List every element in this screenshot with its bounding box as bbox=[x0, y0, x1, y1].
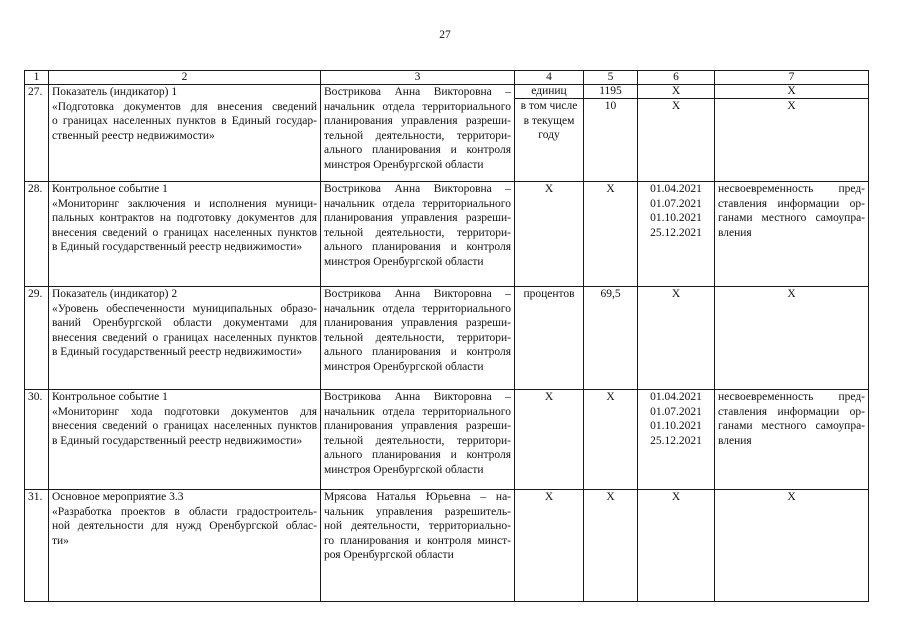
column-header: 4 bbox=[515, 71, 584, 85]
table-row bbox=[25, 390, 869, 490]
description-cell bbox=[49, 390, 321, 490]
responsible-line: Вострикова Анна Викторовна – bbox=[324, 288, 511, 300]
description-line: в Единый государственный реестр недвижимости» bbox=[52, 241, 303, 253]
item-title: Показатель (индикатор) 1 bbox=[52, 86, 178, 98]
deadline-text: Х bbox=[671, 288, 681, 300]
description-cell bbox=[49, 490, 321, 602]
row-number-cell bbox=[25, 490, 49, 602]
unit-cell bbox=[515, 490, 584, 602]
deadline-text: Х bbox=[671, 100, 681, 112]
value-cell bbox=[584, 85, 638, 99]
responsible-line: го планирования и контроля минст- bbox=[324, 534, 511, 547]
description-line: ной деятельности для нужд Оренбургской облас- bbox=[52, 520, 317, 532]
responsible-cell bbox=[321, 182, 515, 287]
risk-line: вления bbox=[718, 226, 752, 239]
responsible-line: планирования управления разреши- bbox=[324, 212, 511, 224]
description-line: ственный реестр недвижимости» bbox=[52, 129, 215, 142]
deadline-text: Х bbox=[671, 85, 681, 97]
unit-cell bbox=[515, 182, 584, 287]
value-cell bbox=[584, 99, 638, 182]
column-header: 5 bbox=[584, 71, 638, 85]
unit-cell bbox=[515, 99, 584, 182]
responsible-line: роя Оренбургской области bbox=[324, 549, 454, 561]
responsible-line: минстроя Оренбургской области bbox=[324, 463, 484, 476]
unit-line: в том числе bbox=[520, 100, 578, 112]
unit-cell bbox=[515, 287, 584, 390]
responsible-line: ной деятельности, территориально- bbox=[324, 520, 511, 532]
unit-cell bbox=[515, 390, 584, 490]
risk-text: Х bbox=[787, 288, 796, 300]
unit-line: в текущем bbox=[523, 114, 575, 127]
unit-text: Х bbox=[544, 491, 554, 503]
row-number-cell bbox=[25, 182, 49, 287]
row-number: 28. bbox=[28, 183, 43, 195]
unit-text: единиц bbox=[531, 85, 567, 97]
description-line: о границах населенных пунктов в Единый государ- bbox=[52, 115, 317, 127]
row-number-cell bbox=[25, 287, 49, 390]
item-title: Контрольное событие 1 bbox=[52, 391, 168, 403]
deadline-date: 01.07.2021 bbox=[650, 405, 702, 418]
responsible-line: Вострикова Анна Викторовна – bbox=[324, 391, 511, 403]
unit-text: Х bbox=[544, 183, 554, 195]
value-text: Х bbox=[606, 391, 615, 403]
responsible-line: планирования управления разреши- bbox=[324, 115, 511, 127]
column-header: 2 bbox=[49, 71, 321, 85]
responsible-line: Мрясова Наталья Юрьевна – на- bbox=[324, 491, 511, 503]
risk-cell bbox=[715, 85, 869, 99]
deadline-date: 01.10.2021 bbox=[650, 212, 702, 224]
description-line: «Уровень обеспеченности муниципальных образо- bbox=[52, 302, 317, 315]
description-line: в Единый государственный реестр недвижимости» bbox=[52, 434, 303, 447]
risk-cell bbox=[715, 182, 869, 287]
row-number-cell bbox=[25, 85, 49, 182]
responsible-line: тельной деятельности, территори- bbox=[324, 129, 511, 142]
unit-line: году bbox=[538, 129, 560, 141]
row-number: 31. bbox=[28, 491, 43, 503]
description-line: «Разработка проектов в области градостроитель- bbox=[52, 505, 317, 518]
responsible-line: ального планирования и контроля bbox=[324, 449, 511, 461]
risk-text: Х bbox=[787, 100, 796, 112]
deadline-cell bbox=[638, 390, 715, 490]
description-cell bbox=[49, 85, 321, 182]
responsible-line: минстроя Оренбургской области bbox=[324, 158, 484, 171]
deadline-cell bbox=[638, 99, 715, 182]
row-number-cell bbox=[25, 390, 49, 490]
responsible-line: тельной деятельности, территори- bbox=[324, 434, 511, 447]
page-number: 27 bbox=[439, 29, 451, 41]
unit-cell bbox=[515, 85, 584, 99]
value-cell bbox=[584, 390, 638, 490]
value-text: Х bbox=[606, 183, 615, 195]
risk-line: вления bbox=[718, 434, 752, 447]
description-line: внесения сведений о границах населенных пунктов bbox=[52, 420, 317, 432]
responsible-line: начальник отдела территориального bbox=[324, 302, 511, 315]
deadline-date: 25.12.2021 bbox=[650, 434, 702, 447]
deadline-date: 25.12.2021 bbox=[650, 226, 702, 239]
description-line: ти» bbox=[52, 534, 69, 547]
responsible-line: ального планирования и контроля bbox=[324, 144, 511, 156]
table-row bbox=[25, 287, 869, 390]
description-line: внесения сведений о границах населенных пунктов bbox=[52, 331, 317, 344]
column-header: 1 bbox=[25, 71, 49, 85]
table-row bbox=[25, 85, 869, 99]
responsible-line: ального планирования и контроля bbox=[324, 241, 511, 253]
deadline-date: 01.07.2021 bbox=[650, 197, 702, 210]
risk-line: несвоевременность пред- bbox=[718, 183, 865, 195]
risk-line: ганами местного самоупра- bbox=[718, 212, 865, 224]
responsible-line: планирования управления разреши- bbox=[324, 317, 511, 329]
responsible-line: начальник отдела территориального bbox=[324, 100, 511, 113]
description-line: «Мониторинг заключения и исполнения муници- bbox=[52, 197, 317, 210]
deadline-date: 01.04.2021 bbox=[650, 391, 702, 403]
value-cell bbox=[584, 490, 638, 602]
risk-cell bbox=[715, 287, 869, 390]
risk-cell bbox=[715, 390, 869, 490]
deadline-date: 01.04.2021 bbox=[650, 183, 702, 195]
risk-text: Х bbox=[787, 85, 796, 97]
responsible-line: ального планирования и контроля bbox=[324, 346, 511, 358]
risk-line: несвоевременность пред- bbox=[718, 391, 865, 403]
unit-text: Х bbox=[544, 391, 554, 403]
deadline-cell bbox=[638, 85, 715, 99]
plan-table bbox=[24, 70, 869, 602]
description-line: пальных контрактов на подготовку документов для bbox=[52, 212, 317, 224]
table-row bbox=[25, 490, 869, 602]
responsible-cell bbox=[321, 287, 515, 390]
value-text: 69,5 bbox=[600, 288, 621, 300]
responsible-cell bbox=[321, 85, 515, 182]
description-line: «Мониторинг хода подготовки документов для bbox=[52, 405, 317, 418]
row-number: 27. bbox=[28, 86, 43, 98]
deadline-cell bbox=[638, 182, 715, 287]
deadline-cell bbox=[638, 287, 715, 390]
column-header: 7 bbox=[715, 71, 869, 85]
responsible-line: Вострикова Анна Викторовна – bbox=[324, 183, 511, 195]
item-title: Показатель (индикатор) 2 bbox=[52, 288, 178, 300]
value-text: 1195 bbox=[599, 85, 622, 97]
value-text: Х bbox=[606, 491, 615, 503]
deadline-cell bbox=[638, 490, 715, 602]
deadline-date: 01.10.2021 bbox=[650, 420, 702, 432]
risk-cell bbox=[715, 99, 869, 182]
responsible-line: планирования управления разреши- bbox=[324, 420, 511, 432]
table-row bbox=[25, 182, 869, 287]
responsible-line: чальник управления разрешитель- bbox=[324, 505, 511, 518]
value-cell bbox=[584, 182, 638, 287]
responsible-line: Вострикова Анна Викторовна – bbox=[324, 86, 511, 98]
risk-cell bbox=[715, 490, 869, 602]
column-header: 6 bbox=[638, 71, 715, 85]
risk-text: Х bbox=[787, 491, 796, 503]
responsible-line: начальник отдела территориального bbox=[324, 197, 511, 210]
value-cell bbox=[584, 287, 638, 390]
unit-text: процентов bbox=[523, 288, 575, 300]
description-line: «Подготовка документов для внесения сведений bbox=[52, 100, 317, 113]
description-line: ваний Оренбургской области документами для bbox=[52, 317, 317, 329]
row-number: 29. bbox=[28, 288, 43, 300]
value-text: 10 bbox=[604, 100, 617, 112]
responsible-line: тельной деятельности, территори- bbox=[324, 226, 511, 239]
description-line: внесения сведений о границах населенных пунктов bbox=[52, 226, 317, 239]
description-cell bbox=[49, 182, 321, 287]
row-number: 30. bbox=[28, 391, 43, 403]
responsible-line: тельной деятельности, территори- bbox=[324, 331, 511, 344]
column-header: 3 bbox=[321, 71, 515, 85]
item-title: Основное мероприятие 3.3 bbox=[52, 491, 184, 503]
risk-line: ганами местного самоупра- bbox=[718, 420, 865, 432]
description-cell bbox=[49, 287, 321, 390]
deadline-text: Х bbox=[671, 491, 681, 503]
responsible-cell bbox=[321, 390, 515, 490]
responsible-line: начальник отдела территориального bbox=[324, 405, 511, 418]
risk-line: ставления информации ор- bbox=[718, 197, 865, 210]
description-line: в Единый государственный реестр недвижимости» bbox=[52, 346, 303, 358]
item-title: Контрольное событие 1 bbox=[52, 183, 168, 195]
responsible-line: минстроя Оренбургской области bbox=[324, 255, 484, 268]
responsible-cell bbox=[321, 490, 515, 602]
table-header-row bbox=[25, 71, 869, 85]
risk-line: ставления информации ор- bbox=[718, 405, 865, 418]
responsible-line: минстроя Оренбургской области bbox=[324, 360, 484, 373]
